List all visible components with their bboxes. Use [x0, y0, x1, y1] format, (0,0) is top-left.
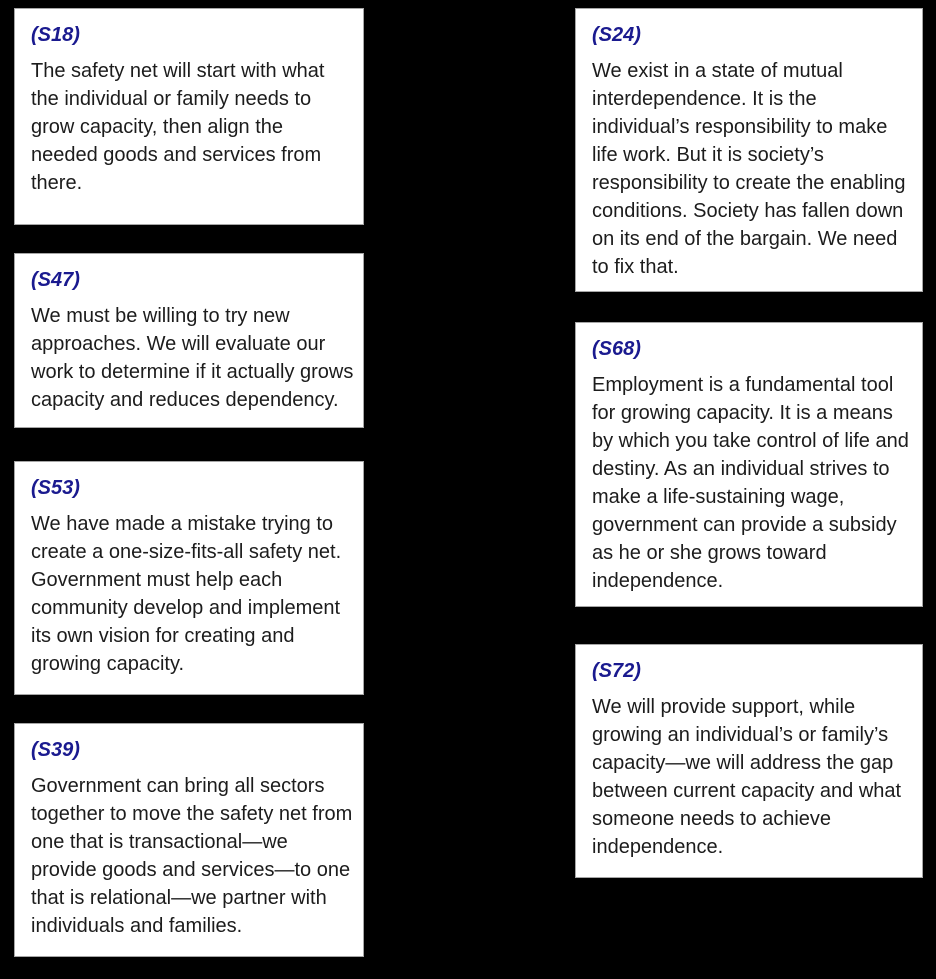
quote-body-text: We exist in a state of mutual interdependence. It is the individual’s responsibility to make life work. But it is society’s responsibility to create the enabling conditions. Society has fallen down on its end of the bargain. We need to fix that.: [592, 60, 906, 278]
quote-body-text: Employment is a fundamental tool for growing capacity. It is a means by which you take control of life and destiny. As an individual strives to make a life-sustaining wage, government can provide a subsidy as he or she grows toward independence.: [592, 374, 909, 592]
quote-body-text: The safety net will start with what the individual or family needs to grow capacity, then align the needed goods and services from there.: [31, 60, 325, 194]
quote-id-label: (S24): [592, 24, 641, 46]
quote-id-label: (S18): [31, 24, 80, 46]
quote-id-label: (S72): [592, 660, 641, 682]
quote-card-s47: [14, 253, 364, 428]
quote-body-text: We must be willing to try new approaches. We will evaluate our work to determine if it actually grows capacity and reduces dependency.: [31, 305, 354, 411]
quote-body-text: We will provide support, while growing an individual’s or family’s capacity—we will address the gap between current capacity and what someone needs to achieve independence.: [592, 696, 902, 858]
quote-id-label: (S39): [31, 739, 80, 761]
quote-card-s72: [575, 644, 923, 878]
quote-body-text: We have made a mistake trying to create a one-size-fits-all safety net. Government must help each community develop and implement its own vision for creating and growing capacity.: [31, 513, 342, 675]
quote-id-label: (S53): [31, 477, 80, 499]
quote-id-label: (S68): [592, 338, 641, 360]
quote-id-label: (S47): [31, 269, 80, 291]
quote-card-s53: [14, 461, 364, 695]
quote-card-s68: [575, 322, 923, 607]
quote-card-s18: [14, 8, 364, 225]
quote-card-s39: [14, 723, 364, 957]
quote-body-text: Government can bring all sectors together to move the safety net from one that is transactional—we provide goods and services—to one that is relational—we partner with individuals and families.: [31, 775, 353, 937]
quote-card-s24: [575, 8, 923, 292]
